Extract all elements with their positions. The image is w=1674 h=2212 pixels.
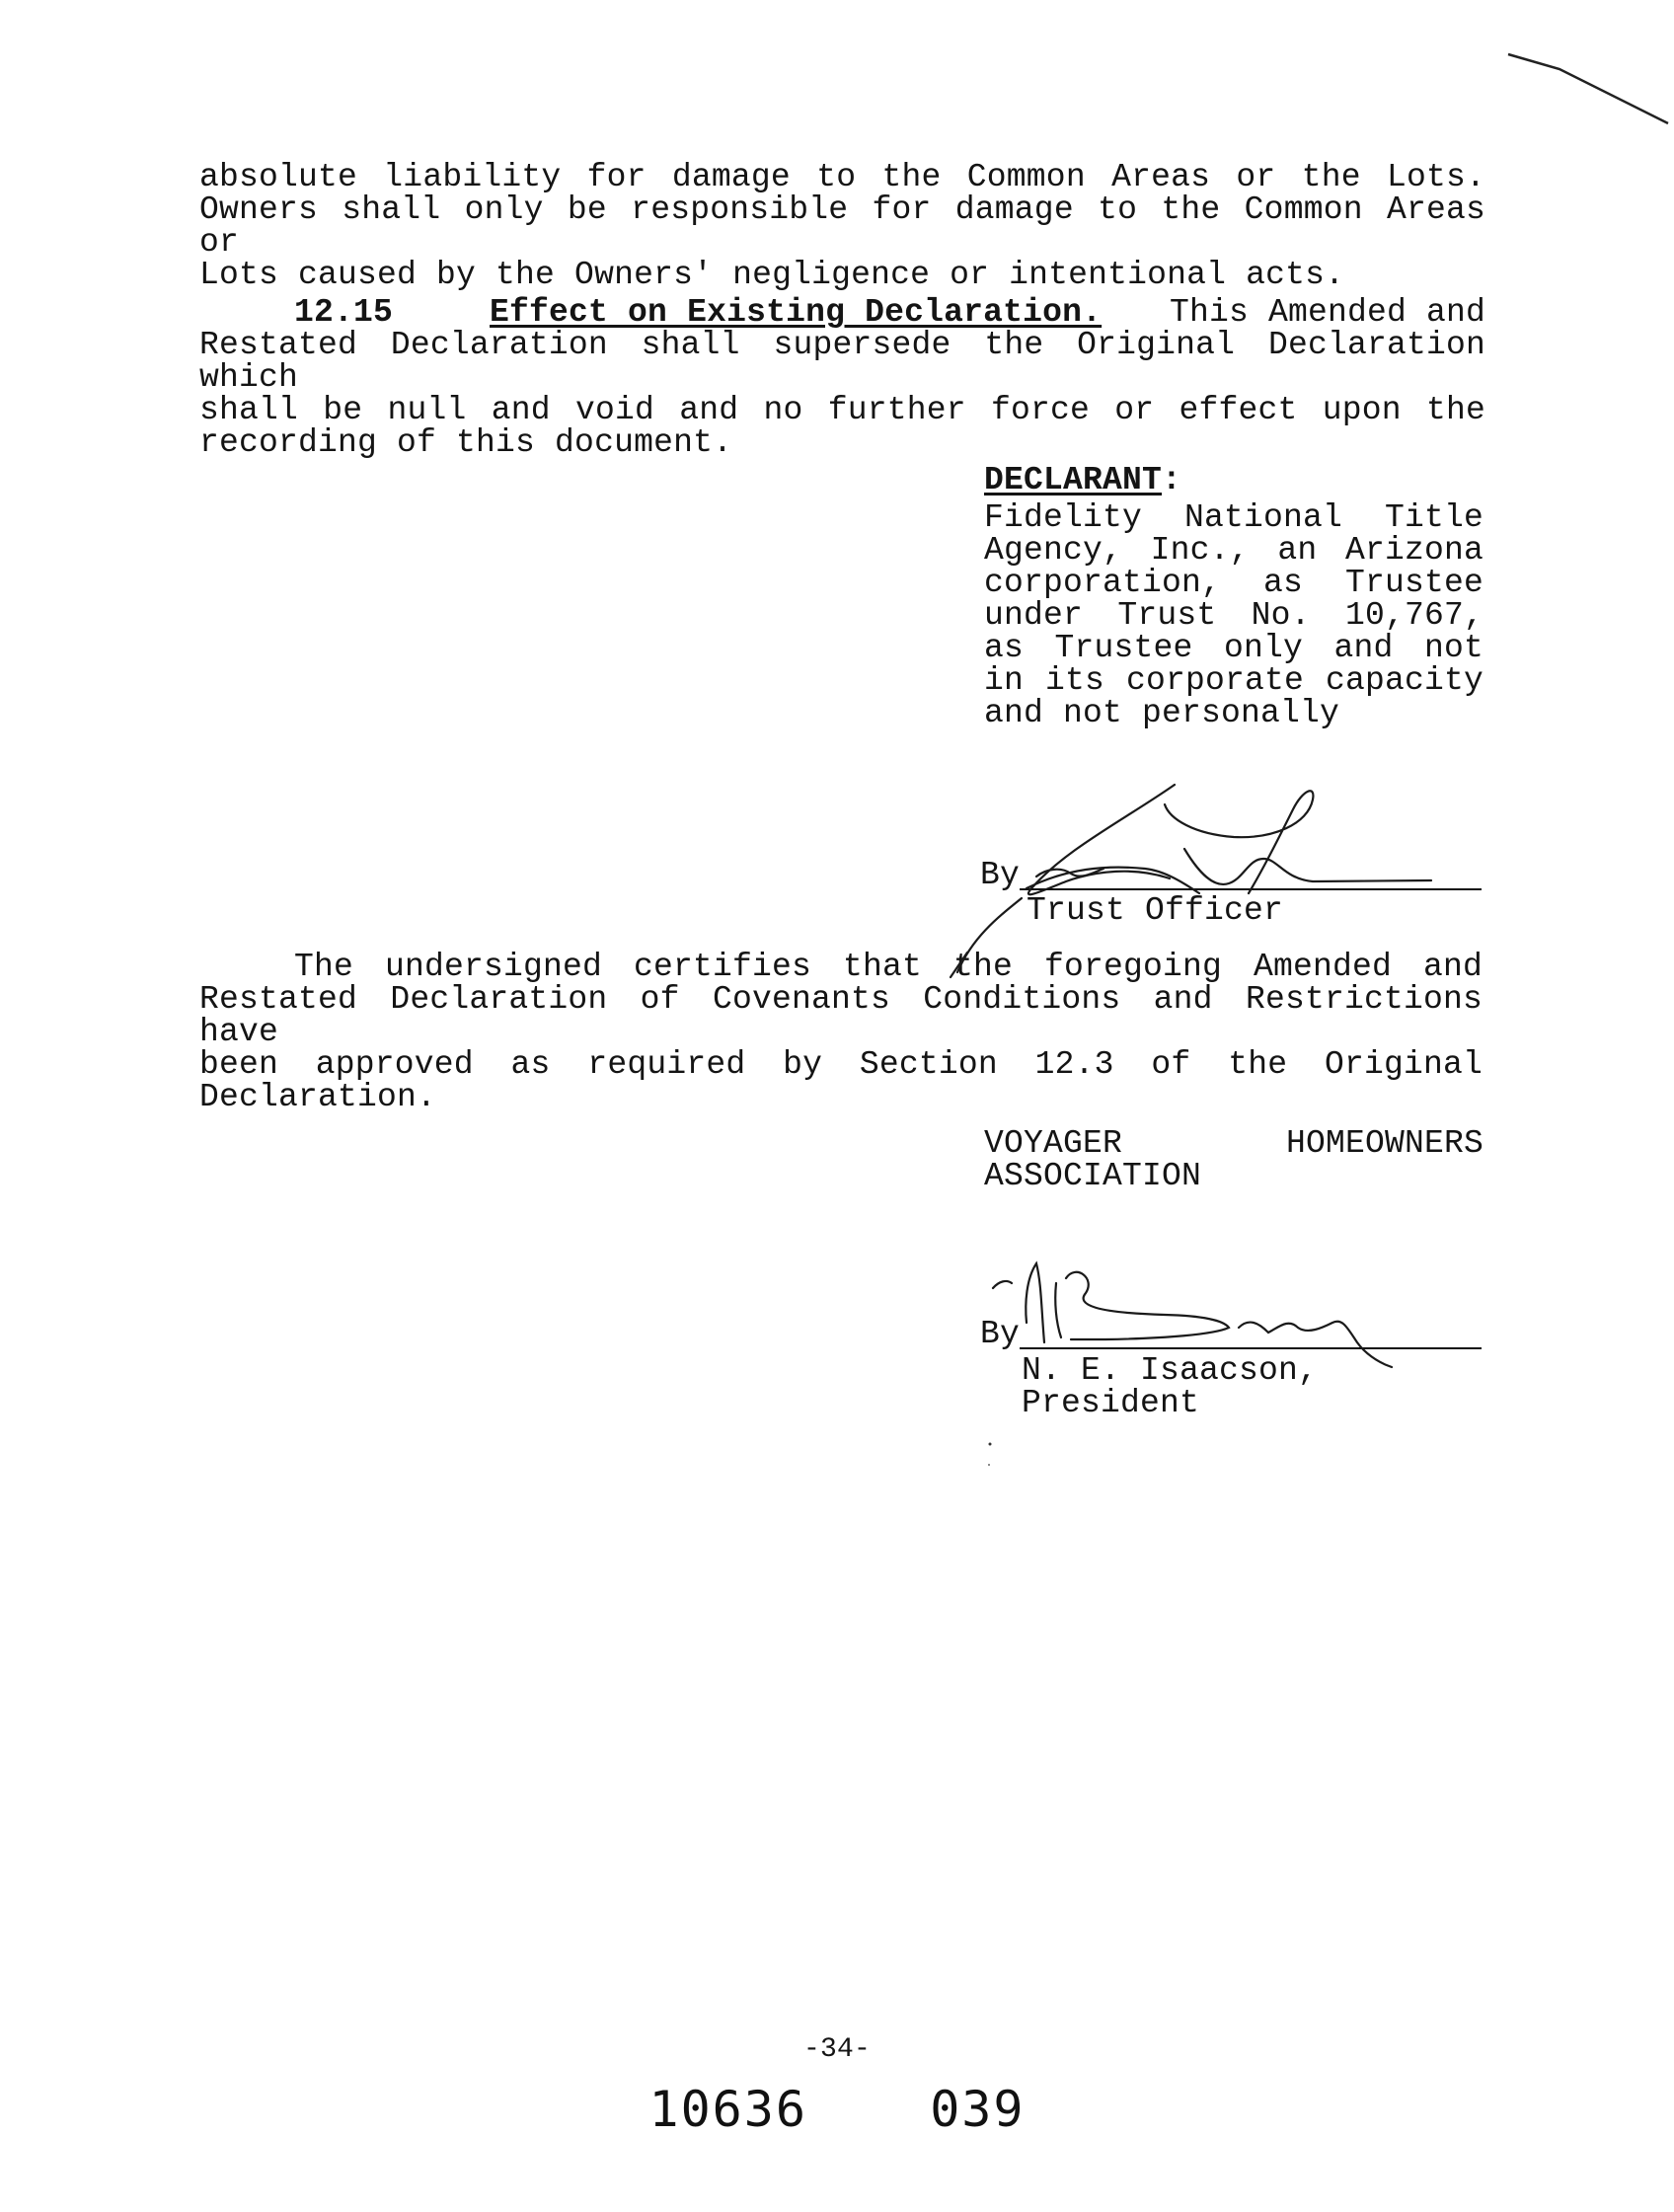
- section-number: 12.15: [294, 294, 394, 331]
- certification-line: Restated Declaration of Covenants Conditions and Restrictions have: [199, 981, 1483, 1050]
- paragraph-line: absolute liability for damage to the Common Areas or the Lots.: [199, 159, 1485, 195]
- declarant-line: in its corporate capacity: [984, 662, 1484, 699]
- scan-corner-mark: [1508, 54, 1668, 123]
- stray-mark: [989, 1443, 992, 1446]
- recording-stamp-book: 10636: [648, 2081, 807, 2138]
- stray-mark: [988, 1464, 990, 1466]
- association-name-left: VOYAGER: [984, 1125, 1123, 1162]
- trustee-signer-title: Trust Officer: [1027, 892, 1284, 929]
- certification-line: Declaration.: [199, 1079, 437, 1115]
- president-by-label: By: [980, 1316, 1021, 1352]
- section-title: Effect on Existing Declaration.: [490, 294, 1103, 331]
- certification-line: been approved as required by Section 12.3 of the Original: [199, 1046, 1483, 1083]
- section-line: Restated Declaration shall supersede the Original Declaration which: [199, 327, 1485, 396]
- trustee-by-label: By: [980, 857, 1021, 893]
- president-signer-title: President: [1022, 1385, 1200, 1421]
- page-number: -34-: [802, 2034, 871, 2065]
- paragraph-line: Lots caused by the Owners' negligence or intentional acts.: [199, 257, 1345, 293]
- section-line: shall be null and void and no further force or effect upon the: [199, 392, 1485, 428]
- declarant-line: corporation, as Trustee: [984, 565, 1484, 601]
- paragraph-line: Owners shall only be responsible for damage to the Common Areas or: [199, 191, 1485, 261]
- declarant-line: under Trust No. 10,767,: [984, 597, 1484, 634]
- declarant-line: and not personally: [984, 695, 1340, 731]
- declarant-line: as Trustee only and not: [984, 630, 1484, 666]
- certification-line: The undersigned certifies that the foregoing Amended and: [294, 949, 1483, 985]
- president-signature: [993, 1263, 1392, 1367]
- association-name-right: HOMEOWNERS: [1285, 1125, 1484, 1162]
- declarant-line: Agency, Inc., an Arizona: [984, 532, 1484, 569]
- section-line: recording of this document.: [199, 424, 733, 461]
- trustee-signature: [951, 785, 1431, 977]
- declarant-heading: DECLARANT: [984, 462, 1163, 498]
- declarant-colon: :: [1162, 462, 1182, 498]
- association-name-line-2: ASSOCIATION: [984, 1158, 1202, 1194]
- president-signer-name: N. E. Isaacson,: [1022, 1352, 1319, 1389]
- recording-stamp-page: 039: [930, 2081, 1026, 2138]
- declarant-line: Fidelity National Title: [984, 499, 1484, 536]
- section-first-line-rest: This Amended and: [1169, 294, 1485, 331]
